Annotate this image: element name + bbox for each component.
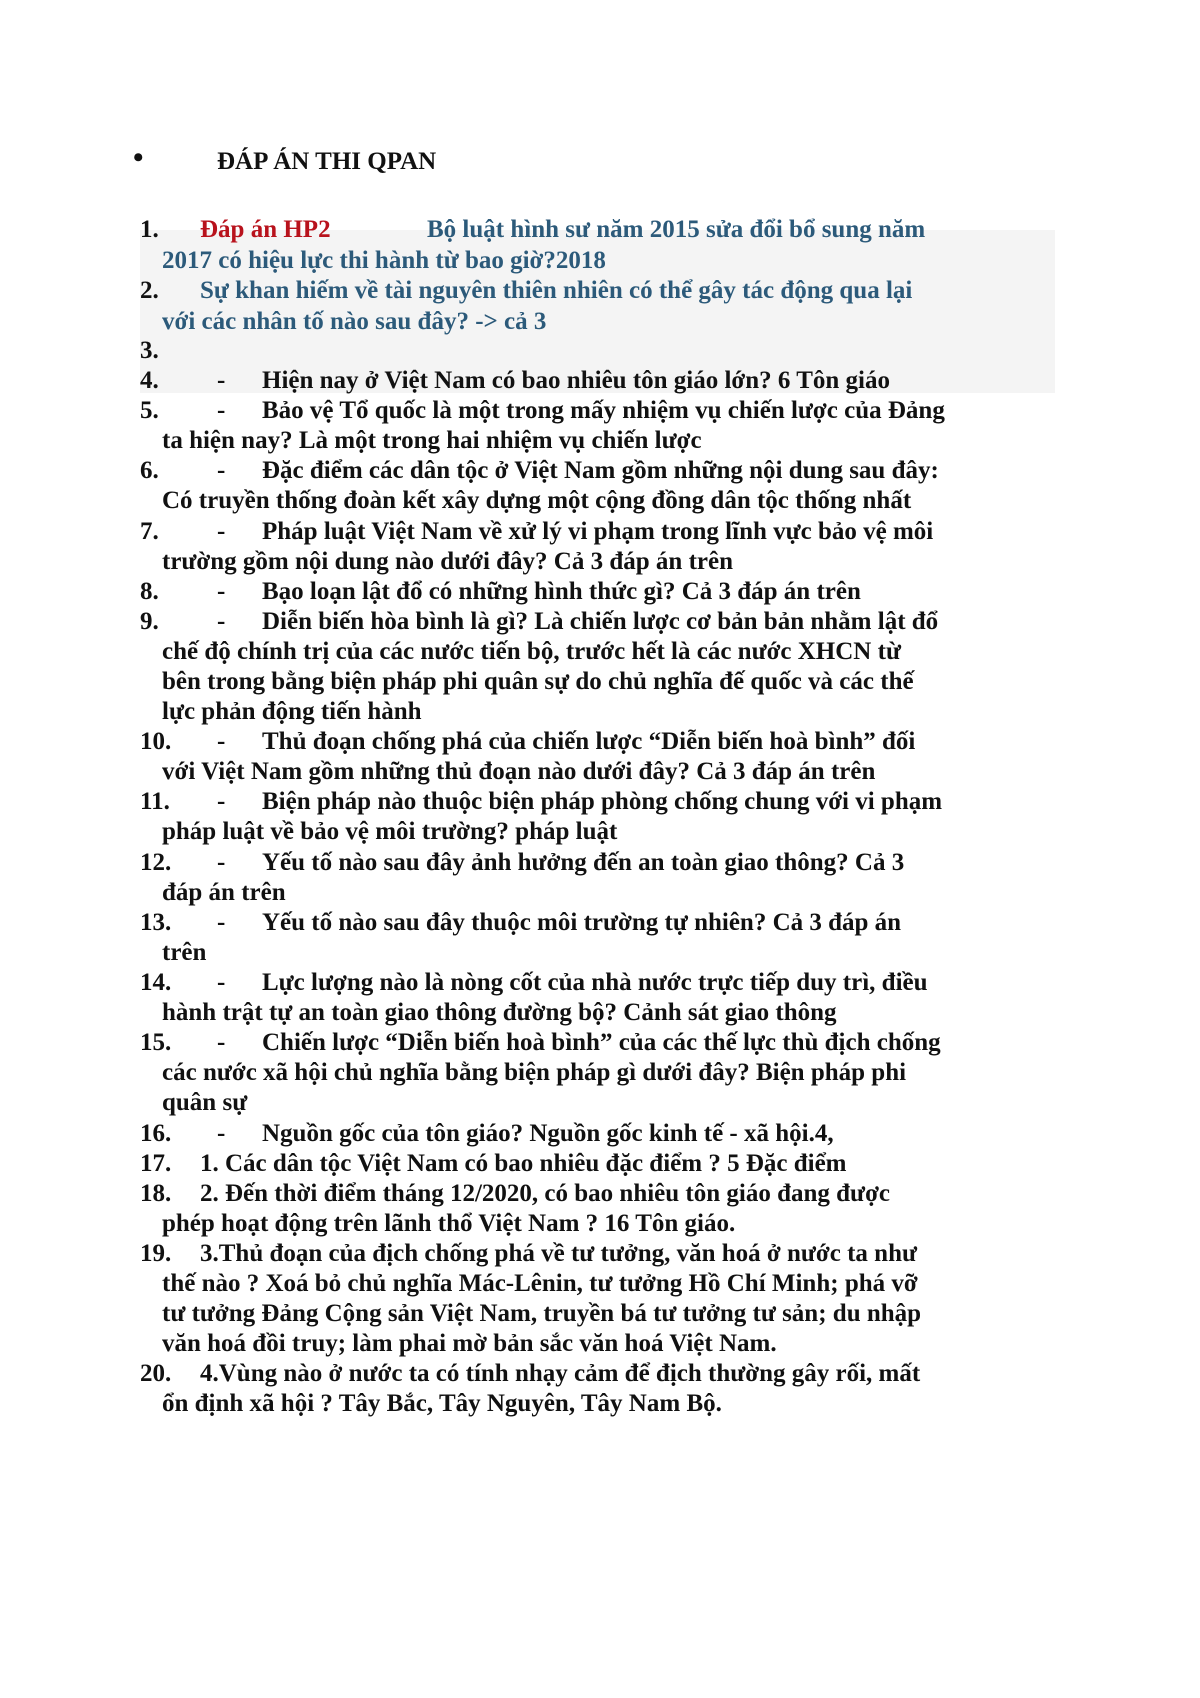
item-number: 2. bbox=[140, 277, 159, 304]
item-number: 19. bbox=[140, 1239, 172, 1267]
item-number: 18. bbox=[140, 1179, 172, 1207]
item-text-line: 2. Đến thời điểm tháng 12/2020, có bao nhiêu tôn giáo đang được bbox=[200, 1179, 891, 1207]
answer-label: Đáp án HP2 bbox=[200, 216, 331, 243]
item-number: 7. bbox=[140, 517, 159, 545]
dash-marker: - bbox=[217, 607, 226, 635]
item-number: 13. bbox=[140, 908, 172, 936]
item-number: 11. bbox=[140, 788, 170, 816]
item-text-line: Chiến lược “Diễn biến hoà bình” của các thế lực thù địch chống bbox=[262, 1029, 941, 1057]
dash-marker: - bbox=[217, 908, 226, 936]
item-text-line: ta hiện nay? Là một trong hai nhiệm vụ chiến lược bbox=[162, 427, 702, 455]
dash-marker: - bbox=[217, 367, 226, 394]
item-text-line: lực phản động tiến hành bbox=[162, 698, 422, 726]
item-number: 16. bbox=[140, 1119, 172, 1147]
item-text-line: văn hoá đồi truy; làm phai mờ bản sắc văn hoá Việt Nam. bbox=[162, 1330, 777, 1358]
item-text-line: Có truyền thống đoàn kết xây dựng một cộng đồng dân tộc thống nhất bbox=[162, 487, 912, 515]
item-text-line: trường gồm nội dung nào dưới đây? Cả 3 đáp án trên bbox=[162, 547, 733, 575]
item-text-line: Đặc điểm các dân tộc ở Việt Nam gồm những nội dung sau đây: bbox=[262, 457, 939, 485]
item-text-line: Pháp luật Việt Nam về xử lý vi phạm trong lĩnh vực bảo vệ môi bbox=[262, 517, 934, 545]
item-number: 17. bbox=[140, 1149, 172, 1177]
item-text-line: đáp án trên bbox=[162, 878, 286, 906]
item-text-line: Sự khan hiếm về tài nguyên thiên nhiên có thể gây tác động qua lại bbox=[200, 277, 913, 304]
item-number: 3. bbox=[140, 337, 159, 364]
item-text-line: trên bbox=[162, 938, 207, 966]
item-text-line: các nước xã hội chủ nghĩa bằng biện pháp gì dưới đây? Biện pháp phi bbox=[162, 1059, 907, 1087]
item-text-line: 2017 có hiệu lực thi hành từ bao giờ?2018 bbox=[162, 247, 606, 274]
item-number: 10. bbox=[140, 728, 172, 756]
dash-marker: - bbox=[217, 457, 226, 485]
item-number: 8. bbox=[140, 577, 159, 605]
item-text-line: Bảo vệ Tổ quốc là một trong mấy nhiệm vụ chiến lược của Đảng bbox=[262, 397, 945, 425]
item-number: 1. bbox=[140, 216, 159, 243]
item-number: 20. bbox=[140, 1360, 172, 1388]
item-text-line: pháp luật về bảo vệ môi trường? pháp luật bbox=[162, 818, 618, 846]
item-text-line: với các nhân tố nào sau đây? -> cả 3 bbox=[162, 308, 547, 335]
dash-marker: - bbox=[217, 1029, 226, 1057]
item-text-line: Yếu tố nào sau đây thuộc môi trường tự nhiên? Cả 3 đáp án bbox=[262, 908, 902, 936]
item-text-line: Thủ đoạn chống phá của chiến lược “Diễn biến hoà bình” đối bbox=[262, 728, 916, 756]
item-text-line: 4.Vùng nào ở nước ta có tính nhạy cảm để địch thường gây rối, mất bbox=[200, 1360, 921, 1388]
item-text-line: 3.Thủ đoạn của địch chống phá về tư tưởng, văn hoá ở nước ta như bbox=[200, 1239, 917, 1267]
item-text-line: Nguồn gốc của tôn giáo? Nguồn gốc kinh tế - xã hội.4, bbox=[262, 1119, 834, 1147]
item-text-line: với Việt Nam gồm những thủ đoạn nào dưới đây? Cả 3 đáp án trên bbox=[162, 758, 876, 786]
dash-marker: - bbox=[217, 969, 226, 996]
dash-marker: - bbox=[217, 728, 226, 756]
item-text-line: Diễn biến hòa bình là gì? Là chiến lược cơ bản bản nhằm lật đổ bbox=[262, 607, 939, 635]
item-text-line: Yếu tố nào sau đây ảnh hưởng đến an toàn giao thông? Cả 3 bbox=[262, 848, 905, 876]
item-text-line: Lực lượng nào là nòng cốt của nhà nước trực tiếp duy trì, điều bbox=[262, 969, 928, 996]
item-text-line: chế độ chính trị của các nước tiến bộ, trước hết là các nước XHCN từ bbox=[162, 637, 901, 665]
item-text-line: phép hoạt động trên lãnh thổ Việt Nam ? 16 Tôn giáo. bbox=[162, 1209, 736, 1237]
item-text-line: bên trong bằng biện pháp phi quân sự do chủ nghĩa đế quốc và các thế bbox=[162, 667, 914, 695]
item-text-line: 1. Các dân tộc Việt Nam có bao nhiêu đặc điểm ? 5 Đặc điểm bbox=[200, 1149, 847, 1177]
item-number: 15. bbox=[140, 1029, 172, 1057]
item-text-line: hành trật tự an toàn giao thông đường bộ? Cảnh sát giao thông bbox=[162, 999, 837, 1027]
item-text-line: tư tưởng Đảng Cộng sản Việt Nam, truyền bá tư tưởng tư sản; du nhập bbox=[162, 1300, 922, 1328]
page-title: ĐÁP ÁN THI QPAN bbox=[217, 148, 437, 175]
item-text-line: Bộ luật hình sư năm 2015 sửa đổi bổ sung năm bbox=[427, 216, 926, 243]
item-number: 4. bbox=[140, 367, 159, 394]
item-text-line: Biện pháp nào thuộc biện pháp phòng chống chung với vi phạm bbox=[262, 788, 943, 816]
dash-marker: - bbox=[217, 517, 226, 545]
item-number: 14. bbox=[140, 969, 172, 996]
bullet-icon: • bbox=[133, 141, 144, 174]
item-number: 9. bbox=[140, 607, 159, 635]
item-text-line: ổn định xã hội ? Tây Bắc, Tây Nguyên, Tây Nam Bộ. bbox=[162, 1390, 722, 1418]
item-number: 6. bbox=[140, 457, 159, 485]
dash-marker: - bbox=[217, 577, 226, 605]
item-text-line: Hiện nay ở Việt Nam có bao nhiêu tôn giáo lớn? 6 Tôn giáo bbox=[262, 367, 891, 394]
item-number: 12. bbox=[140, 848, 172, 876]
item-text-line: Bạo loạn lật đổ có những hình thức gì? Cả 3 đáp án trên bbox=[262, 577, 861, 605]
dash-marker: - bbox=[217, 397, 226, 425]
item-text-line: thế nào ? Xoá bỏ chủ nghĩa Mác-Lênin, tư tưởng Hồ Chí Minh; phá vỡ bbox=[162, 1269, 918, 1297]
item-number: 5. bbox=[140, 397, 159, 425]
dash-marker: - bbox=[217, 1119, 226, 1147]
dash-marker: - bbox=[217, 788, 226, 816]
dash-marker: - bbox=[217, 848, 226, 876]
item-text-line: quân sự bbox=[162, 1089, 248, 1117]
